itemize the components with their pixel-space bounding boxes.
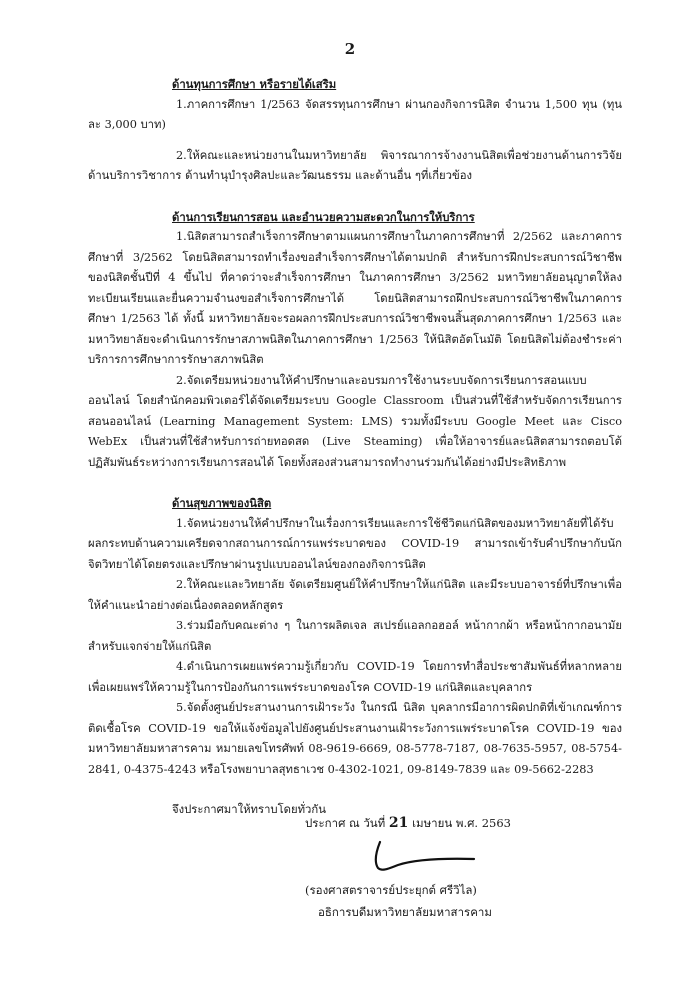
signatory-title: อธิการบดีมหาวิทยาลัยมหาสารคาม (318, 905, 492, 919)
paragraph: 2.ให้คณะและวิทยาลัย จัดเตรียมศูนย์ให้คำปรึกษาให้แก่นิสิต และมีระบบอาจารย์ที่ปรึกษาเพื่อให้คำแนะนำอย่างต่อเนื่องตลอดหลักสูตร (88, 578, 622, 612)
paragraph: 3.ร่วมมือกับคณะต่าง ๆ ในการผลิตเจล สเปรย์แอลกอฮอล์ หน้ากากผ้า หรือหน้ากากอนามัย สำหรับแจกจ่ายให้แก่นิสิต (88, 619, 622, 653)
document-body (88, 74, 622, 832)
section-scholarship (88, 74, 622, 187)
paragraph: 4.ดำเนินการเผยแพร่ความรู้เกี่ยวกับ COVID-19 โดยการทำสื่อประชาสัมพันธ์ที่หลากหลาย เพื่อเผยแพร่ให้ความรู้ในการป้องกันการแพร่ระบาดของโรค COVID-19 แก่นิสิตและบุคลากร (88, 660, 622, 694)
signatory-name: (รองศาสตราจารย์ประยุกต์ ศรีวิไล) (305, 883, 477, 897)
paragraph: 1.ภาคการศึกษา 1/2563 จัดสรรทุนการศึกษา ผ่านกองกิจการนิสิต จำนวน 1,500 ทุน (ทุนละ 3,000 บาท) (88, 97, 622, 131)
section-heading: ด้านสุขภาพของนิสิต (172, 496, 272, 510)
closing-statement: จึงประกาศมาให้ทราบโดยทั่วกัน (172, 803, 326, 816)
section-health (88, 493, 622, 780)
date-month-year: เมษายน พ.ศ. 2563 (412, 816, 511, 830)
announcement-date (305, 815, 511, 833)
paragraph: 5.จัดตั้งศูนย์ประสานงานการเฝ้าระวัง ในกรณี นิสิต บุคลากรมีอาการผิดปกติที่เข้าเกณฑ์การติดเชื้อโรค COVID-19 ขอให้แจ้งข้อมูลไปยังศูนย์ประสานงานเฝ้าระวังการแพร่ระบาดโรค COVID-19 ของมหาวิทยาลัยมหาสารคาม หมายเลขโทรศัพท์ 08-9619-6669, 08-5778-7187, 08-7635-5957, 08-5754-2841, 0-4375-4243 หรือโรงพยาบาลสุทธาเวช 0-4302-1021, 09-8149-7839 และ 09-5662-2283 (88, 701, 622, 776)
page-number: 2 (344, 40, 356, 58)
date-prefix: ประกาศ ณ วันที่ (305, 816, 386, 830)
paragraph: 2.จัดเตรียมหน่วยงานให้คำปรึกษาและอบรมการใช้งานระบบจัดการเรียนการสอนแบบออนไลน์ โดยสำนักคอมพิวเตอร์ได้จัดเตรียมระบบ Google Classroom เป็นส่วนที่ใช้สำหรับจัดการเรียนการสอนออนไลน์ (Learning Management System: LMS) รวมทั้งมีระบบ Google Meet และ Cisco WebEx เป็นส่วนที่ใช้สำหรับการถ่ายทอดสด (Live Steaming) เพื่อให้อาจารย์และนิสิตสามารถตอบโต้ปฏิสัมพันธ์ระหว่างการเรียนการสอนได้ โดยทั้งสองส่วนสามารถทำงานร่วมกันได้อย่างมีประสิทธิภาพ (88, 373, 622, 469)
section-heading: ด้านทุนการศึกษา หรือรายได้เสริม (172, 77, 337, 91)
paragraph: 1.จัดหน่วยงานให้คำปรึกษาในเรื่องการเรียนและการใช้ชีวิตแก่นิสิตของมหาวิทยาลัยที่ได้รับผลกระทบด้านความเครียดจากสถานการณ์การแพร่ระบาดของ COVID-19 สามารถเข้ารับคำปรึกษากับนักจิตวิทยาได้โดยตรงและปรึกษาผ่านรูปแบบออนไลน์ของกองกิจการนิสิต (88, 516, 622, 571)
section-teaching (88, 207, 622, 474)
paragraph: 1.นิสิตสามารถสำเร็จการศึกษาตามแผนการศึกษาในภาคการศึกษาที่ 2/2562 และภาคการศึกษาที่ 3/2562 โดยนิสิตสามารถทำเรื่องขอสำเร็จการศึกษาได้ตามปกติ สำหรับการฝึกประสบการณ์วิชาชีพของนิสิตชั้นปีที่ 4 ขึ้นไป ที่คาดว่าจะสำเร็จการศึกษา ในภาคการศึกษา 3/2562 มหาวิทยาลัยอนุญาตให้ลงทะเบียนเรียนและยื่นความจำนงขอสำเร็จการศึกษาได้ โดยนิสิตสามารถฝึกประสบการณ์วิชาชีพในภาคการศึกษา 1/2563 ได้ ทั้งนี้ มหาวิทยาลัยจะรอผลการฝึกประสบการณ์วิชาชีพจนสิ้นสุดภาคการศึกษา 1/2563 และมหาวิทยาลัยจะดำเนินการรักษาสภาพนิสิตในภาคการศึกษา 1/2563 ให้นิสิตอัตโนมัติ โดยนิสิตไม่ต้องชำระค่าบริการการศึกษาการรักษาสภาพนิสิต (88, 230, 622, 366)
signature-icon (368, 838, 478, 878)
date-day: 21 (388, 815, 409, 831)
paragraph: 2.ให้คณะและหน่วยงานในมหาวิทยาลัย พิจารณาการจ้างงานนิสิตเพื่อช่วยงานด้านการวิจัย ด้านบริการวิชาการ ด้านทำนุบำรุงศิลปะและวัฒนธรรม และด้านอื่น ๆที่เกี่ยวข้อง (88, 148, 622, 182)
section-heading: ด้านการเรียนการสอน และอำนวยความสะดวกในการให้บริการ (172, 209, 475, 224)
